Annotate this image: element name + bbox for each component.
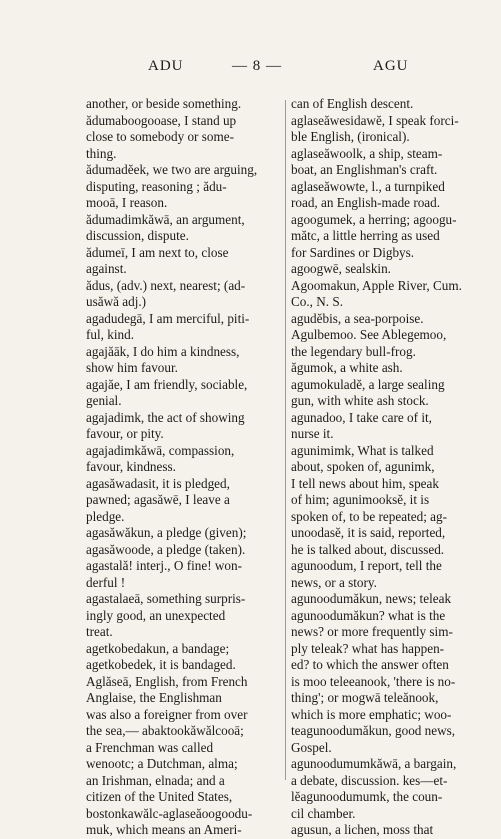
page-number: — 8 —: [232, 58, 282, 74]
text-line: agasăwăkun, a pledge (given);: [86, 525, 247, 540]
text-line: the sea,— abaktookăwălcooā;: [86, 723, 244, 738]
header-last-entry: AGU: [373, 58, 409, 74]
text-line: agudĕbis, a sea-porpoise.: [291, 310, 424, 326]
text-line: favour, kindness.: [86, 459, 176, 474]
text-line: show him favour.: [86, 360, 178, 375]
text-line: mătc, a little herring as used: [291, 228, 440, 243]
text-line: Co., N. S.: [291, 294, 344, 309]
text-line: road, an English-made road.: [291, 195, 441, 210]
text-line: Anglaise, the Englishman: [86, 690, 222, 705]
text-line: agadudegā, I am merciful, piti-: [86, 310, 250, 326]
text-line: derful !: [86, 574, 126, 590]
column-divider: [285, 100, 286, 780]
text-line: nurse it.: [291, 426, 334, 441]
text-line: ădumadĕek, we two are arguing,: [86, 162, 258, 177]
text-line: aglaseăwesidawĕ, I speak forci-: [291, 112, 459, 128]
text-line: agusun, a lichen, moss that: [291, 822, 434, 837]
text-line: citizen of the United States,: [86, 789, 233, 804]
text-line: can of English descent.: [291, 96, 414, 111]
text-line: he is talked about, discussed.: [291, 541, 445, 557]
text-line: bostonkawălc-aglaseăoogoodu-: [86, 805, 253, 821]
text-line: Aglăseā, English, from French: [86, 673, 248, 689]
text-line: ply teleak? what has happen-: [291, 640, 445, 656]
text-line: agasăwoode, a pledge (taken).: [86, 541, 246, 557]
text-line: treat.: [86, 624, 113, 639]
text-line: ble English, (ironical).: [291, 129, 410, 144]
text-line: ădumeī, I am next to, close: [86, 244, 229, 260]
text-line: agunadoo, I take care of it,: [291, 409, 432, 425]
text-line: discussion, dispute.: [86, 228, 189, 243]
text-line: usăwă adj.): [86, 294, 147, 309]
text-line: ed? to which the answer often: [291, 657, 449, 672]
text-line: the legendary bull-frog.: [291, 343, 416, 359]
text-line: news, or a story.: [291, 574, 377, 590]
text-line: was also a foreigner from over: [86, 706, 248, 722]
text-line: for Sardines or Digbys.: [291, 244, 415, 260]
text-line: ăgumok, a white ash.: [291, 360, 403, 375]
text-line: agunoodum, I report, tell the: [291, 558, 442, 573]
text-line: genial.: [86, 393, 122, 408]
text-line: lĕagunoodumumk, the coun-: [291, 789, 443, 804]
text-line: agajadimk, the act of showing: [86, 409, 245, 425]
text-line: pledge.: [86, 508, 125, 524]
text-line: news? or more frequently sim-: [291, 624, 453, 639]
text-line: wenootc; a Dutchman, alma;: [86, 756, 238, 771]
text-line: mooā, I reason.: [86, 195, 168, 210]
text-line: is moo teleeanook, 'there is no-: [291, 673, 456, 689]
text-line: a Frenchman was called: [86, 739, 214, 755]
text-line: ădus, (adv.) next, nearest; (ad-: [86, 277, 246, 293]
text-line: cil chamber.: [291, 805, 356, 821]
text-line: agoogwē, sealskin.: [291, 261, 391, 276]
text-line: thing'; or mogwā teleănook,: [291, 690, 439, 705]
text-line: agasăwadasit, it is pledged,: [86, 475, 230, 491]
text-line: agastală! interj., O fine! won-: [86, 558, 242, 573]
text-line: favour, or pity.: [86, 426, 164, 441]
text-line: Gospel.: [291, 739, 332, 755]
text-line: which is more emphatic; woo-: [291, 706, 452, 722]
text-line: unoodasĕ, it is said, reported,: [291, 525, 446, 540]
text-line: agunoodumăkun? what is the: [291, 607, 446, 623]
text-line: agunoodumăkun, news; teleak: [291, 591, 452, 606]
text-line: about, spoken of, agunimk,: [291, 459, 435, 474]
header-first-entry: ADU: [148, 58, 184, 74]
text-line: of him; agunimooksĕ, it is: [291, 492, 430, 507]
text-line: teagunoodumăkun, good news,: [291, 723, 456, 738]
text-line: agastalaeā, something surpris-: [86, 591, 246, 606]
text-line: ădumaboogooase, I stand up: [86, 112, 237, 128]
text-line: agajadimkăwā, compassion,: [86, 442, 235, 458]
text-line: ădumadimkăwā, an argument,: [86, 211, 245, 227]
text-line: ingly good, an unexpected: [86, 607, 226, 623]
text-line: close to somebody or some-: [86, 129, 234, 144]
text-line: against.: [86, 261, 127, 276]
text-line: aglaseăwoolk, a ship, steam-: [291, 145, 443, 161]
text-line: Agulbemoo. See Ablegemoo,: [291, 327, 447, 342]
running-header: [0, 58, 501, 84]
text-line: pawned; agasăwē, I leave a: [86, 492, 230, 507]
text-line: agajăāk, I do him a kindness,: [86, 343, 240, 359]
left-column: [86, 96, 282, 839]
text-line: a debate, discussion. kes—et-: [291, 772, 448, 788]
text-line: agoogumek, a herring; agoogu-: [291, 211, 457, 227]
text-line: Agoomakun, Apple River, Cum.: [291, 277, 462, 293]
right-column: [291, 96, 487, 839]
text-line: another, or beside something.: [86, 96, 242, 111]
text-line: spoken of, to be repeated; ag-: [291, 508, 447, 524]
text-line: boat, an Englishman's craft.: [291, 162, 438, 177]
text-line: muk, which means an Ameri-: [86, 822, 242, 837]
text-line: I tell news about him, speak: [291, 475, 439, 491]
text-line: agetkobedek, it is bandaged.: [86, 657, 236, 672]
text-line: aglaseăwowte, l., a turnpiked: [291, 178, 445, 194]
text-line: agetkobedakun, a bandage;: [86, 640, 230, 656]
text-line: agunoodumumkăwā, a bargain,: [291, 756, 457, 771]
text-line: an Irishman, elnada; and a: [86, 772, 225, 788]
text-line: thing.: [86, 145, 117, 161]
text-line: agumokuladĕ, a large sealing: [291, 376, 445, 392]
text-line: agajăe, I am friendly, sociable,: [86, 376, 248, 392]
text-line: gun, with white ash stock.: [291, 393, 429, 408]
text-line: disputing, reasoning ; ădu-: [86, 178, 227, 194]
text-line: ful, kind.: [86, 327, 134, 342]
text-line: agunimimk, What is talked: [291, 442, 434, 458]
